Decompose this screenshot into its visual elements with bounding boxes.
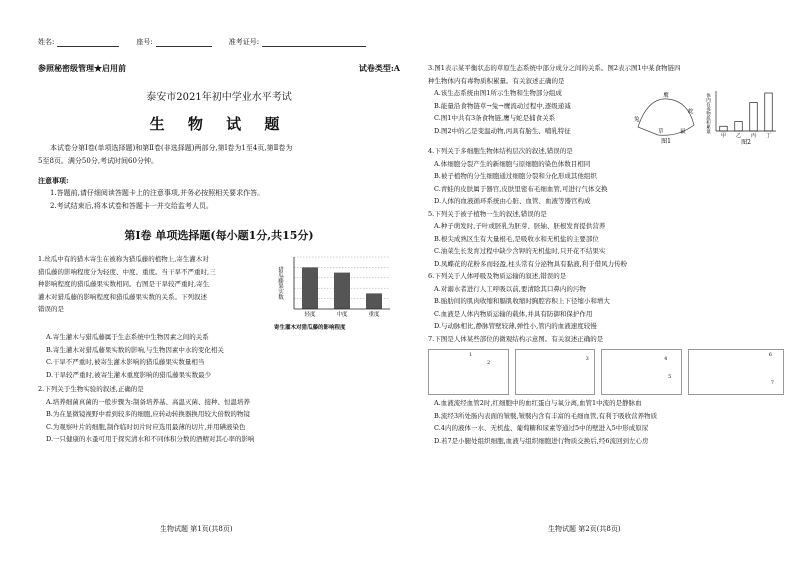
fig1-label: 兔 [634, 117, 640, 123]
q3-option-b: B.能量沿食物链草→兔→鹰流动过程中,逐级递减 [434, 101, 571, 110]
exam-id-label: 准考证号: [228, 38, 260, 46]
q2-option-c: C.为观察叶片的细胞,制作临时切片时应选用最薄的切片,并用碘液染色 [46, 422, 246, 431]
q6-option-a: A.对溺水者进行人工呼吸以前,要清除其口鼻内的污物 [434, 284, 586, 293]
fig2-tick-label: 乙 [735, 133, 742, 139]
q3-figure-2 [704, 87, 780, 145]
q1-line: 种影响程度的猎瓜藤果实数相同。右图是干旱较严重时,寄生 [38, 280, 210, 288]
q5-option-d: D.凤蝶花的花粉多而轻盈,柱头常有分泌物具有黏液,利于借风力传粉 [434, 259, 628, 268]
fig1-label: 蛇 [688, 109, 694, 115]
fig-label: 1 [469, 352, 473, 358]
intro-line: 本试卷分第Ⅰ卷(单项选择题)和第Ⅱ卷(非选择题)两部分,第Ⅰ卷为1至4页,第Ⅱ卷为 [50, 144, 293, 152]
q1-option-a: A.寄生灌木与猎瓜藤属于生态系统中生物因素之间的关系 [46, 333, 209, 341]
q4-option-b: B.被子植物的分生细胞通过细胞分裂和分化形成其他组织 [434, 172, 597, 180]
bar [334, 273, 350, 309]
q4-stem: 4.下列关于多细胞生物体结构层次的叙述,错误的是 [428, 147, 573, 155]
bar [735, 122, 743, 132]
q6-stem: 6.下列关于人体呼吸及物质运输的叙述,错误的是 [428, 272, 567, 280]
q1-option-d: D.干旱较严重时,被寄生灌木重度影响的猎瓜藤果实数最少 [46, 370, 212, 379]
q2-option-a: A.培养细菌真菌的一般步骤为:制备培养基、高温灭菌、接种、恒温培养 [46, 397, 250, 406]
q6-option-d: D.与动脉相比,静脉管壁较薄,弹性小,管内的血液速度较慢 [434, 322, 597, 330]
seat-field[interactable] [156, 38, 212, 47]
q5-option-a: A.种子萌发时,子叶或胚乳为胚芽、胚轴、胚根发育提供营养 [434, 222, 606, 230]
page-2 [428, 62, 784, 447]
fig1-label: 鼠 [680, 129, 686, 135]
fig1-caption: 图1 [661, 138, 671, 145]
q2-stem: 2.下列关于生物实验的叙述,正确的是 [38, 385, 144, 393]
name-label: 姓名: [38, 38, 55, 46]
bar [765, 93, 773, 131]
page-1 [38, 36, 400, 446]
notice-title: 注意事项: [38, 176, 69, 185]
q1-option-b: B.寄生灌木对猎瓜藤果实数的影响,与生物因素中水的变化相关 [46, 345, 224, 354]
fig1-label: 草 [658, 129, 664, 135]
secret-level: 参照秘密级管理★启用前 [38, 63, 126, 73]
intro [38, 142, 400, 168]
q1-line: 1.丝瓜中有的猎木寄生在被称为猎瓜藤的植物上,寄生灌木对 [38, 255, 209, 263]
x-tick-label: 重度 [368, 312, 380, 318]
q5-option-b: B.根尖成熟区生有大量根毛,是吸收水和无机盐的主要部位 [434, 234, 599, 243]
fig2-tick-label: 甲 [720, 133, 727, 139]
fig2-y-axis-label: 体内有毒物质积累量 [705, 93, 711, 134]
q2-option-b: B.为在显微镜视野中看到较多的细胞,应转动转换器换用较大倍数的物镜 [46, 410, 250, 418]
bar [720, 126, 728, 131]
q4-option-a: A.体细胞分裂产生的新细胞与原细胞的染色体数目相同 [434, 159, 591, 168]
exam-title: 泰安市2021年初中学业水平考试 [146, 92, 292, 103]
seat-label: 座号: [136, 38, 153, 46]
q7-figures [428, 349, 784, 395]
food-web-icon [638, 99, 694, 135]
q3-option-d: D.图2中的乙是变温动物,丙具有胎生、哺乳特征 [434, 126, 571, 135]
fig2-tick-label: 丁 [765, 133, 772, 139]
name-field[interactable] [57, 38, 119, 47]
question-3 [428, 87, 784, 145]
q7-option-b: B.流经3所处肠内表面的皱襞,皱襞内含有丰富的毛细血管,有利于吸收营养物质 [434, 411, 658, 420]
q1-bar-chart [274, 253, 394, 321]
fig-label: 4 [664, 356, 668, 362]
q5-option-c: C.油菜生长发育过程中缺少含钾的无机盐时,只开花不结果实 [434, 247, 606, 255]
q7-option-a: A.血液流经血管2时,红细胞中的血红蛋白与氧分离,血管1中流的是静脉血 [434, 399, 642, 407]
q7-stem: 7.下图是人体某些部位的微观结构示意图。有关叙述正确的是 [428, 334, 604, 343]
nephron-illustration [601, 349, 682, 395]
fig-label: 3 [585, 356, 589, 362]
fig-label: 6 [768, 352, 772, 358]
q4-option-d: D.人体的血液循环系统由心脏、血管、血液等器官构成 [434, 197, 591, 205]
y-axis-label: 猎瓜藤果实数 [277, 266, 283, 300]
page-2-footer: 生物试题 第2页(共8页) [548, 525, 621, 533]
fig-label: 7 [770, 380, 774, 386]
fig-label: 2 [487, 360, 491, 366]
alveoli-illustration [428, 349, 509, 395]
intro-line: 5至8页。满分50分,考试时间60分钟。 [38, 157, 158, 165]
q1-line: 灌木对猎瓜藤的影响程度和猎瓜藤果实数的关系。下列叙述 [38, 292, 207, 301]
fig2-tick-label: 丙 [750, 133, 757, 139]
paper-type: 试卷类型:A [358, 63, 400, 73]
x-axis-label: 寄生灌木对猎瓜藤的影响程度 [274, 325, 346, 331]
tissue-capillary-illustration [688, 349, 784, 395]
q1-line: 错误的是 [38, 305, 64, 313]
secret-header [38, 63, 400, 74]
notice-item: 2.考试结束后,将本试卷和答题卡一并交给监考人员。 [50, 202, 213, 210]
q6-option-b: B.胎肋间的肌肉收缩和膈肌收缩时胸腔容积上下径缩小和增大 [434, 297, 610, 305]
q6-option-c: C.血液是人体内物质运输的载体,并具有防御和保护作用 [434, 309, 593, 318]
q3-option-c: C.图1中共有3条食物链,鹰与蛇是捕食关系 [434, 114, 556, 122]
q1-line: 猎瓜藤的影响程度分为轻度、中度、重度。当干旱不严重时,三 [38, 267, 216, 276]
q3-line: 3.图1表示某平衡状态的草原生态系统中部分成分之间的关系。图2表示图1中某食物链四 [428, 64, 681, 72]
fig1-label: 鹰 [663, 93, 669, 99]
x-tick-label: 中度 [336, 312, 348, 318]
villi-illustration [515, 349, 596, 395]
bar [302, 267, 318, 309]
fig-label: 5 [668, 374, 672, 380]
q5-stem: 5.下列关于被子植物一生的叙述,错误的是 [428, 209, 547, 218]
q1-chart [274, 253, 394, 331]
q3-line: 种生物体内有毒物质积累量。有关叙述正确的是 [428, 76, 565, 85]
bar [750, 103, 758, 132]
q7-option-c: C.4内的液体一水、无机盐、葡萄糖和尿素等通过5中的壁进入5中形成原尿 [434, 424, 649, 432]
page-1-footer: 生物试题 第1页(共8页) [160, 525, 233, 533]
fig2-bars [720, 93, 773, 131]
exam-id-field[interactable] [262, 38, 366, 47]
student-info-row [38, 36, 400, 49]
q7-option-d: D.若7是小腿处组织细胞,血液与组织细胞进行物质交换后,经6流回到左心房 [434, 436, 649, 445]
x-tick-label: 轻度 [304, 312, 316, 318]
question-1 [38, 253, 400, 331]
part-title: 第Ⅰ卷 单项选择题(每小题1分,共15分) [124, 229, 314, 242]
q1-option-c: C.干旱不严重时,被寄生灌木影响的猎瓜藤果实数量相当 [46, 358, 205, 366]
fig2-caption: 图2 [741, 139, 751, 145]
q3-figure-1 [628, 87, 704, 145]
q4-option-c: C.青蛙的皮肤属于器官,皮肤里密布毛细血管,可进行气体交换 [434, 184, 608, 193]
q2-option-d: D.一只健康的水蚤可用于探究清水和不同体积分数的酒精对其心率的影响 [46, 435, 255, 443]
notice-item: 1.答题前,请仔细阅读答题卡上的注意事项,并务必按照相关要求作答。 [50, 189, 265, 197]
q3-option-a: A.该生态系统由图1所示生物和生物部分组成 [434, 89, 562, 97]
bar [366, 293, 382, 309]
subject-title: 生 物 试 题 [149, 115, 289, 133]
